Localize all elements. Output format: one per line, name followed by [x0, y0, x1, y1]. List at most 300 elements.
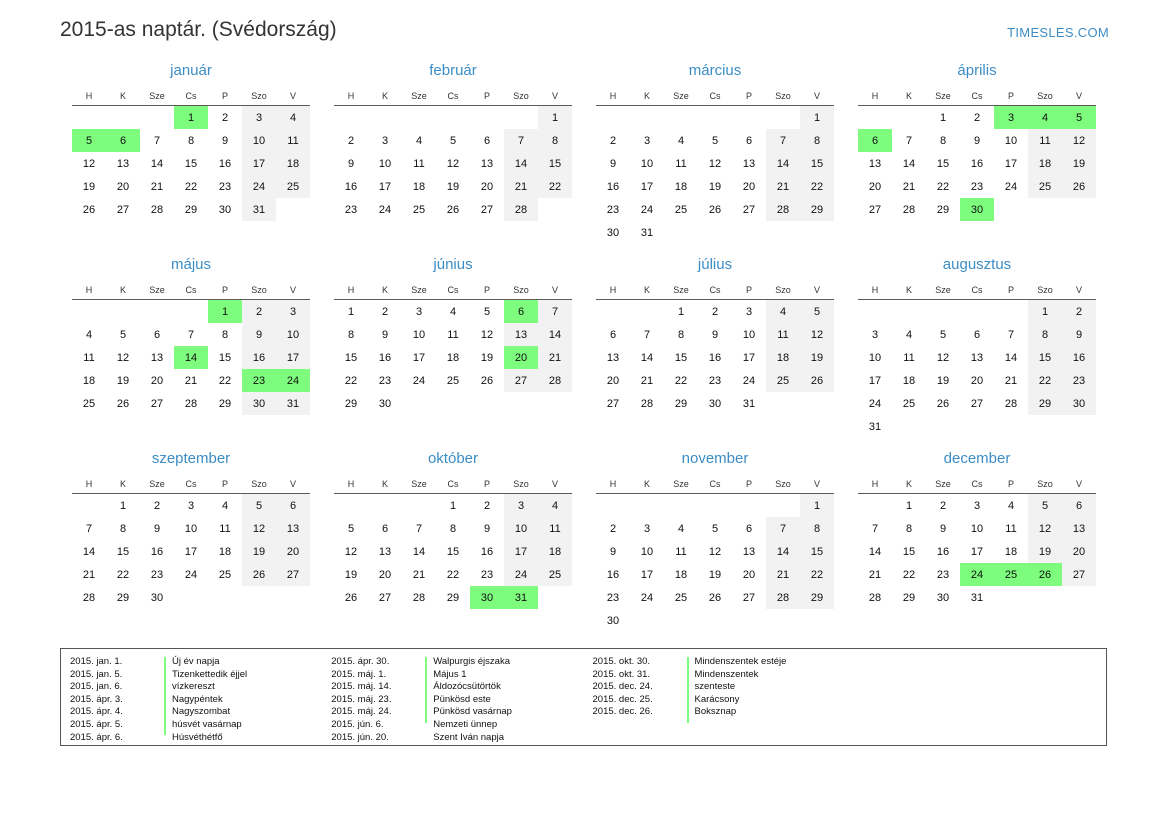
- day-cell[interactable]: 20: [1062, 540, 1096, 563]
- day-cell[interactable]: 10: [640, 545, 654, 558]
- day-cell[interactable]: 27: [276, 563, 310, 586]
- day-cell[interactable]: 12: [1028, 517, 1062, 540]
- day-cell[interactable]: 19: [936, 374, 950, 387]
- day-cell[interactable]: 31: [276, 392, 310, 415]
- day-cell[interactable]: 9: [347, 157, 355, 170]
- day-cell[interactable]: 12: [1062, 129, 1096, 152]
- day-cell[interactable]: 17: [868, 374, 882, 387]
- day-cell[interactable]: 11: [83, 351, 95, 364]
- day-cell-holiday[interactable]: 4: [1028, 106, 1062, 130]
- day-cell[interactable]: 14: [150, 157, 164, 170]
- day-cell[interactable]: 2: [609, 134, 617, 147]
- day-cell[interactable]: 27: [378, 591, 392, 604]
- day-cell[interactable]: 31: [242, 198, 276, 221]
- day-cell[interactable]: 10: [276, 323, 310, 346]
- day-cell[interactable]: 11: [538, 517, 572, 540]
- day-cell[interactable]: 20: [480, 180, 494, 193]
- day-cell[interactable]: 6: [609, 328, 617, 341]
- day-cell[interactable]: 4: [905, 328, 913, 341]
- day-cell[interactable]: 2: [242, 300, 276, 324]
- day-cell[interactable]: 24: [378, 203, 392, 216]
- day-cell[interactable]: 9: [609, 157, 617, 170]
- day-cell[interactable]: 3: [973, 499, 981, 512]
- day-cell[interactable]: 1: [939, 111, 947, 124]
- day-cell-holiday[interactable]: 31: [504, 586, 538, 609]
- day-cell[interactable]: 26: [480, 374, 494, 387]
- day-cell[interactable]: 4: [221, 499, 229, 512]
- day-cell[interactable]: 9: [381, 328, 389, 341]
- day-cell[interactable]: 9: [973, 134, 981, 147]
- day-cell[interactable]: 22: [184, 180, 198, 193]
- day-cell[interactable]: 2: [973, 111, 981, 124]
- day-cell[interactable]: 26: [242, 563, 276, 586]
- day-cell[interactable]: 25: [276, 175, 310, 198]
- day-cell[interactable]: 13: [868, 157, 882, 170]
- day-cell[interactable]: 5: [939, 328, 947, 341]
- day-cell[interactable]: 14: [766, 152, 800, 175]
- day-cell[interactable]: 19: [446, 180, 460, 193]
- day-cell[interactable]: 21: [150, 180, 164, 193]
- day-cell[interactable]: 24: [868, 397, 882, 410]
- day-cell[interactable]: 11: [766, 323, 800, 346]
- day-cell[interactable]: 19: [1028, 540, 1062, 563]
- day-cell[interactable]: 8: [538, 129, 572, 152]
- day-cell[interactable]: 19: [344, 568, 358, 581]
- day-cell[interactable]: 14: [766, 540, 800, 563]
- day-cell[interactable]: 8: [221, 328, 229, 341]
- day-cell[interactable]: 23: [606, 591, 620, 604]
- day-cell[interactable]: 21: [412, 568, 426, 581]
- day-cell[interactable]: 29: [446, 591, 460, 604]
- day-cell[interactable]: 21: [640, 374, 654, 387]
- day-cell[interactable]: 12: [82, 157, 96, 170]
- day-cell[interactable]: 26: [708, 203, 722, 216]
- day-cell[interactable]: 27: [868, 203, 882, 216]
- day-cell[interactable]: 21: [766, 175, 800, 198]
- day-cell[interactable]: 18: [538, 540, 572, 563]
- day-cell[interactable]: 6: [745, 522, 753, 535]
- day-cell[interactable]: 29: [184, 203, 198, 216]
- day-cell[interactable]: 6: [483, 134, 491, 147]
- day-cell[interactable]: 27: [742, 591, 756, 604]
- day-cell[interactable]: 7: [187, 328, 195, 341]
- day-cell[interactable]: 11: [447, 328, 459, 341]
- day-cell[interactable]: 15: [116, 545, 130, 558]
- day-cell[interactable]: 5: [449, 134, 457, 147]
- day-cell[interactable]: 23: [344, 203, 358, 216]
- day-cell[interactable]: 21: [902, 180, 916, 193]
- day-cell[interactable]: 10: [868, 351, 882, 364]
- day-cell[interactable]: 23: [606, 203, 620, 216]
- day-cell[interactable]: 1: [119, 499, 127, 512]
- day-cell[interactable]: 2: [711, 305, 719, 318]
- day-cell[interactable]: 1: [800, 494, 834, 518]
- day-cell[interactable]: 28: [184, 397, 198, 410]
- day-cell[interactable]: 16: [606, 180, 620, 193]
- day-cell[interactable]: 21: [766, 563, 800, 586]
- day-cell[interactable]: 11: [675, 157, 687, 170]
- day-cell[interactable]: 13: [150, 351, 164, 364]
- day-cell[interactable]: 3: [276, 300, 310, 324]
- day-cell[interactable]: 28: [868, 591, 882, 604]
- day-cell[interactable]: 16: [606, 568, 620, 581]
- day-cell[interactable]: 4: [1007, 499, 1015, 512]
- day-cell[interactable]: 27: [606, 397, 620, 410]
- day-cell[interactable]: 23: [708, 374, 722, 387]
- day-cell[interactable]: 22: [902, 568, 916, 581]
- day-cell[interactable]: 14: [82, 545, 96, 558]
- day-cell[interactable]: 7: [766, 129, 800, 152]
- day-cell[interactable]: 15: [446, 545, 460, 558]
- day-cell[interactable]: 27: [504, 369, 538, 392]
- day-cell[interactable]: 27: [970, 397, 984, 410]
- day-cell[interactable]: 16: [936, 545, 950, 558]
- day-cell[interactable]: 17: [378, 180, 392, 193]
- day-cell[interactable]: 16: [378, 351, 392, 364]
- day-cell[interactable]: 25: [412, 203, 426, 216]
- day-cell[interactable]: 2: [221, 111, 229, 124]
- day-cell[interactable]: 29: [800, 586, 834, 609]
- day-cell[interactable]: 2: [347, 134, 355, 147]
- day-cell[interactable]: 6: [745, 134, 753, 147]
- day-cell[interactable]: 7: [504, 129, 538, 152]
- day-cell[interactable]: 12: [936, 351, 950, 364]
- day-cell-holiday[interactable]: 25: [994, 563, 1028, 586]
- day-cell[interactable]: 21: [1004, 374, 1018, 387]
- day-cell[interactable]: 10: [184, 522, 198, 535]
- day-cell[interactable]: 11: [276, 129, 310, 152]
- day-cell[interactable]: 4: [449, 305, 457, 318]
- day-cell[interactable]: 27: [150, 397, 164, 410]
- day-cell[interactable]: 26: [116, 397, 130, 410]
- day-cell-holiday[interactable]: 23: [242, 369, 276, 392]
- day-cell[interactable]: 10: [504, 517, 538, 540]
- day-cell[interactable]: 7: [766, 517, 800, 540]
- day-cell[interactable]: 24: [504, 563, 538, 586]
- day-cell[interactable]: 31: [868, 420, 882, 433]
- day-cell[interactable]: 14: [504, 152, 538, 175]
- day-cell[interactable]: 26: [1062, 175, 1096, 198]
- day-cell[interactable]: 23: [378, 374, 392, 387]
- day-cell[interactable]: 26: [82, 203, 96, 216]
- day-cell[interactable]: 15: [800, 152, 834, 175]
- day-cell[interactable]: 7: [871, 522, 879, 535]
- day-cell[interactable]: 28: [766, 198, 800, 221]
- day-cell[interactable]: 2: [153, 499, 161, 512]
- day-cell[interactable]: 15: [902, 545, 916, 558]
- day-cell[interactable]: 28: [538, 369, 572, 392]
- day-cell[interactable]: 5: [483, 305, 491, 318]
- day-cell[interactable]: 28: [82, 591, 96, 604]
- day-cell[interactable]: 24: [742, 374, 756, 387]
- day-cell[interactable]: 4: [677, 134, 685, 147]
- day-cell[interactable]: 10: [412, 328, 426, 341]
- day-cell[interactable]: 23: [970, 180, 984, 193]
- day-cell[interactable]: 10: [640, 157, 654, 170]
- day-cell[interactable]: 15: [218, 351, 232, 364]
- day-cell[interactable]: 19: [708, 180, 722, 193]
- day-cell[interactable]: 18: [674, 180, 688, 193]
- day-cell[interactable]: 29: [218, 397, 232, 410]
- day-cell-holiday[interactable]: 5: [1062, 106, 1096, 130]
- day-cell[interactable]: 17: [184, 545, 198, 558]
- day-cell[interactable]: 29: [800, 198, 834, 221]
- day-cell[interactable]: 17: [412, 351, 426, 364]
- day-cell[interactable]: 11: [1005, 522, 1017, 535]
- day-cell[interactable]: 24: [640, 591, 654, 604]
- day-cell[interactable]: 20: [378, 568, 392, 581]
- day-cell[interactable]: 30: [242, 392, 276, 415]
- day-cell[interactable]: 17: [504, 540, 538, 563]
- day-cell[interactable]: 19: [708, 568, 722, 581]
- day-cell[interactable]: 3: [187, 499, 195, 512]
- day-cell[interactable]: 17: [640, 568, 654, 581]
- day-cell[interactable]: 26: [936, 397, 950, 410]
- day-cell[interactable]: 4: [415, 134, 423, 147]
- day-cell[interactable]: 25: [538, 563, 572, 586]
- day-cell[interactable]: 22: [674, 374, 688, 387]
- day-cell[interactable]: 12: [446, 157, 460, 170]
- day-cell[interactable]: 3: [745, 305, 753, 318]
- day-cell[interactable]: 16: [1062, 346, 1096, 369]
- day-cell[interactable]: 22: [936, 180, 950, 193]
- day-cell[interactable]: 9: [153, 522, 161, 535]
- day-cell[interactable]: 21: [184, 374, 198, 387]
- day-cell[interactable]: 27: [480, 203, 494, 216]
- day-cell[interactable]: 24: [412, 374, 426, 387]
- day-cell[interactable]: 11: [903, 351, 915, 364]
- day-cell[interactable]: 27: [1062, 563, 1096, 586]
- day-cell[interactable]: 7: [905, 134, 913, 147]
- day-cell[interactable]: 4: [677, 522, 685, 535]
- day-cell[interactable]: 28: [150, 203, 164, 216]
- day-cell[interactable]: 8: [449, 522, 457, 535]
- day-cell[interactable]: 22: [446, 568, 460, 581]
- day-cell[interactable]: 12: [800, 323, 834, 346]
- day-cell[interactable]: 21: [868, 568, 882, 581]
- day-cell[interactable]: 19: [480, 351, 494, 364]
- day-cell[interactable]: 18: [902, 374, 916, 387]
- day-cell[interactable]: 16: [708, 351, 722, 364]
- day-cell[interactable]: 13: [742, 157, 756, 170]
- day-cell[interactable]: 18: [82, 374, 96, 387]
- day-cell[interactable]: 2: [939, 499, 947, 512]
- day-cell[interactable]: 9: [1062, 323, 1096, 346]
- day-cell[interactable]: 10: [242, 129, 276, 152]
- day-cell[interactable]: 6: [153, 328, 161, 341]
- day-cell[interactable]: 22: [116, 568, 130, 581]
- day-cell[interactable]: 13: [276, 517, 310, 540]
- day-cell[interactable]: 11: [219, 522, 231, 535]
- day-cell[interactable]: 8: [939, 134, 947, 147]
- day-cell[interactable]: 19: [800, 346, 834, 369]
- day-cell[interactable]: 30: [218, 203, 232, 216]
- day-cell[interactable]: 22: [344, 374, 358, 387]
- day-cell[interactable]: 4: [276, 106, 310, 130]
- day-cell[interactable]: 7: [85, 522, 93, 535]
- day-cell[interactable]: 9: [242, 323, 276, 346]
- day-cell[interactable]: 26: [344, 591, 358, 604]
- day-cell[interactable]: 2: [609, 522, 617, 535]
- day-cell[interactable]: 2: [1062, 300, 1096, 324]
- day-cell[interactable]: 22: [800, 175, 834, 198]
- day-cell[interactable]: 25: [446, 374, 460, 387]
- day-cell[interactable]: 4: [766, 300, 800, 324]
- day-cell[interactable]: 13: [480, 157, 494, 170]
- day-cell[interactable]: 21: [82, 568, 96, 581]
- day-cell[interactable]: 28: [412, 591, 426, 604]
- day-cell[interactable]: 8: [119, 522, 127, 535]
- day-cell[interactable]: 24: [1004, 180, 1018, 193]
- day-cell-holiday[interactable]: 1: [174, 106, 208, 130]
- day-cell[interactable]: 13: [116, 157, 130, 170]
- day-cell[interactable]: 3: [242, 106, 276, 130]
- day-cell[interactable]: 8: [347, 328, 355, 341]
- day-cell[interactable]: 14: [412, 545, 426, 558]
- day-cell[interactable]: 20: [116, 180, 130, 193]
- day-cell[interactable]: 15: [184, 157, 198, 170]
- day-cell[interactable]: 16: [242, 346, 276, 369]
- day-cell[interactable]: 17: [1004, 157, 1018, 170]
- day-cell-holiday[interactable]: 6: [504, 300, 538, 324]
- day-cell[interactable]: 3: [504, 494, 538, 518]
- day-cell[interactable]: 17: [970, 545, 984, 558]
- day-cell-holiday[interactable]: 24: [276, 369, 310, 392]
- day-cell[interactable]: 17: [276, 346, 310, 369]
- day-cell[interactable]: 9: [711, 328, 719, 341]
- day-cell-holiday[interactable]: 30: [470, 586, 504, 609]
- day-cell-holiday[interactable]: 3: [994, 106, 1028, 130]
- day-cell[interactable]: 3: [643, 522, 651, 535]
- day-cell[interactable]: 25: [902, 397, 916, 410]
- day-cell-holiday[interactable]: 6: [106, 129, 140, 152]
- day-cell[interactable]: 18: [412, 180, 426, 193]
- day-cell[interactable]: 30: [1062, 392, 1096, 415]
- day-cell[interactable]: 28: [504, 198, 538, 221]
- day-cell[interactable]: 12: [116, 351, 130, 364]
- day-cell[interactable]: 8: [905, 522, 913, 535]
- day-cell[interactable]: 5: [347, 522, 355, 535]
- day-cell[interactable]: 1: [1028, 300, 1062, 324]
- day-cell[interactable]: 30: [150, 591, 164, 604]
- day-cell[interactable]: 13: [1062, 517, 1096, 540]
- day-cell[interactable]: 30: [606, 614, 620, 627]
- day-cell[interactable]: 26: [708, 591, 722, 604]
- day-cell[interactable]: 26: [800, 369, 834, 392]
- day-cell-holiday[interactable]: 20: [504, 346, 538, 369]
- day-cell[interactable]: 20: [970, 374, 984, 387]
- day-cell[interactable]: 16: [344, 180, 358, 193]
- day-cell[interactable]: 25: [218, 568, 232, 581]
- day-cell[interactable]: 29: [344, 397, 358, 410]
- day-cell[interactable]: 13: [378, 545, 392, 558]
- day-cell[interactable]: 10: [1004, 134, 1018, 147]
- day-cell[interactable]: 18: [766, 346, 800, 369]
- day-cell[interactable]: 20: [150, 374, 164, 387]
- day-cell[interactable]: 19: [116, 374, 130, 387]
- day-cell[interactable]: 29: [1028, 392, 1062, 415]
- day-cell[interactable]: 17: [242, 152, 276, 175]
- day-cell[interactable]: 9: [221, 134, 229, 147]
- day-cell[interactable]: 18: [1028, 152, 1062, 175]
- day-cell[interactable]: 16: [150, 545, 164, 558]
- day-cell[interactable]: 5: [711, 134, 719, 147]
- day-cell[interactable]: 29: [674, 397, 688, 410]
- day-cell[interactable]: 31: [640, 226, 654, 239]
- day-cell[interactable]: 20: [742, 180, 756, 193]
- day-cell[interactable]: 15: [936, 157, 950, 170]
- day-cell[interactable]: 1: [800, 106, 834, 130]
- day-cell[interactable]: 12: [242, 517, 276, 540]
- day-cell[interactable]: 2: [381, 305, 389, 318]
- day-cell[interactable]: 15: [800, 540, 834, 563]
- day-cell[interactable]: 12: [708, 157, 722, 170]
- day-cell[interactable]: 30: [606, 226, 620, 239]
- day-cell[interactable]: 17: [742, 351, 756, 364]
- day-cell[interactable]: 10: [378, 157, 392, 170]
- day-cell[interactable]: 21: [504, 175, 538, 198]
- day-cell[interactable]: 26: [446, 203, 460, 216]
- day-cell[interactable]: 19: [82, 180, 96, 193]
- day-cell[interactable]: 17: [640, 180, 654, 193]
- day-cell[interactable]: 24: [184, 568, 198, 581]
- day-cell[interactable]: 9: [609, 545, 617, 558]
- day-cell[interactable]: 14: [538, 323, 572, 346]
- day-cell[interactable]: 23: [936, 568, 950, 581]
- day-cell[interactable]: 25: [674, 591, 688, 604]
- day-cell[interactable]: 18: [674, 568, 688, 581]
- day-cell[interactable]: 3: [643, 134, 651, 147]
- day-cell[interactable]: 1: [905, 499, 913, 512]
- day-cell[interactable]: 27: [116, 203, 130, 216]
- day-cell[interactable]: 19: [242, 540, 276, 563]
- day-cell-holiday[interactable]: 1: [208, 300, 242, 324]
- day-cell[interactable]: 18: [276, 152, 310, 175]
- day-cell[interactable]: 9: [939, 522, 947, 535]
- day-cell[interactable]: 1: [449, 499, 457, 512]
- day-cell[interactable]: 4: [85, 328, 93, 341]
- day-cell[interactable]: 29: [936, 203, 950, 216]
- day-cell[interactable]: 11: [675, 545, 687, 558]
- day-cell[interactable]: 7: [1007, 328, 1015, 341]
- day-cell[interactable]: 22: [1028, 369, 1062, 392]
- day-cell[interactable]: 25: [766, 369, 800, 392]
- day-cell[interactable]: 13: [504, 323, 538, 346]
- day-cell[interactable]: 13: [606, 351, 620, 364]
- day-cell[interactable]: 9: [483, 522, 491, 535]
- day-cell[interactable]: 3: [381, 134, 389, 147]
- day-cell[interactable]: 30: [708, 397, 722, 410]
- day-cell[interactable]: 1: [347, 305, 355, 318]
- day-cell[interactable]: 31: [742, 397, 756, 410]
- day-cell[interactable]: 22: [538, 175, 572, 198]
- day-cell[interactable]: 21: [538, 346, 572, 369]
- day-cell[interactable]: 14: [868, 545, 882, 558]
- day-cell-holiday[interactable]: 30: [960, 198, 994, 221]
- day-cell[interactable]: 19: [1062, 152, 1096, 175]
- day-cell[interactable]: 16: [970, 157, 984, 170]
- day-cell[interactable]: 20: [276, 540, 310, 563]
- day-cell-holiday[interactable]: 14: [174, 346, 208, 369]
- day-cell[interactable]: 15: [344, 351, 358, 364]
- day-cell[interactable]: 6: [973, 328, 981, 341]
- day-cell[interactable]: 6: [276, 494, 310, 518]
- day-cell[interactable]: 8: [800, 129, 834, 152]
- day-cell[interactable]: 14: [1004, 351, 1018, 364]
- day-cell[interactable]: 6: [1062, 494, 1096, 518]
- day-cell[interactable]: 22: [800, 563, 834, 586]
- day-cell[interactable]: 14: [640, 351, 654, 364]
